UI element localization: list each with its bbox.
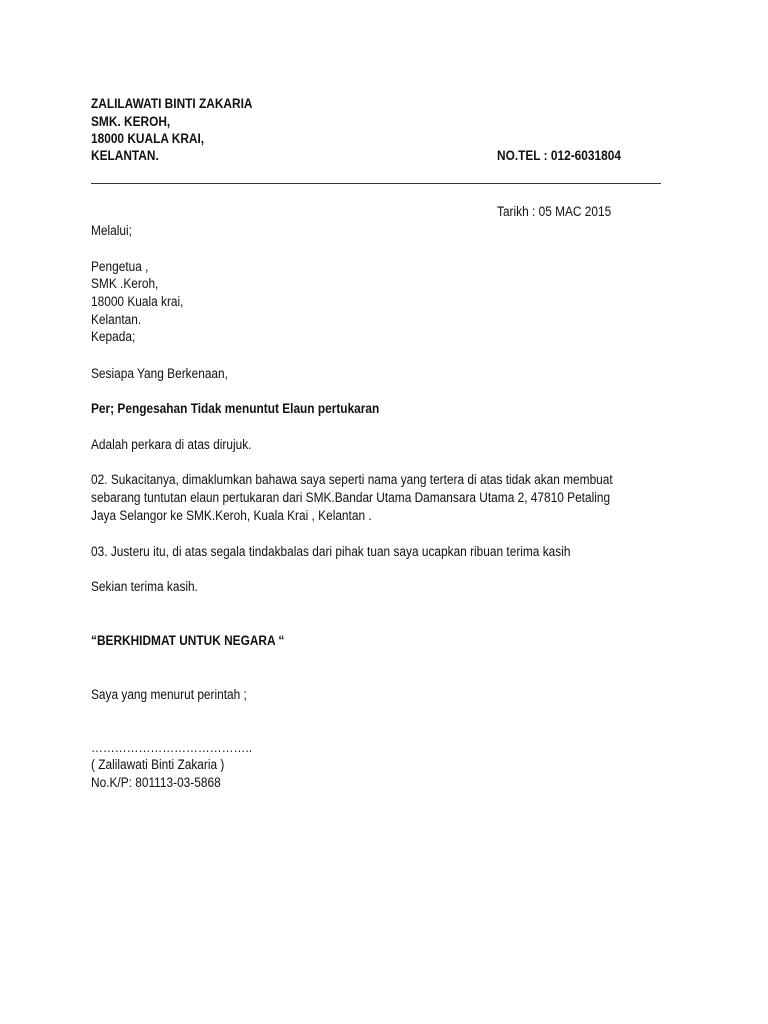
subject-line: Per; Pengesahan Tidak menuntut Elaun pertukaran xyxy=(91,401,380,416)
body-paragraph-3: 03. Justeru itu, di atas segala tindakbalas dari pihak tuan saya ucapkan ribuan terima kasih xyxy=(91,544,571,559)
sender-state: KELANTAN. xyxy=(91,148,159,163)
body-paragraph-1: Adalah perkara di atas dirujuk. xyxy=(91,437,252,452)
signatory-name: ( Zalilawati Binti Zakaria ) xyxy=(91,757,225,772)
signatory-ic-number: No.K/P: 801113-03-5868 xyxy=(91,775,221,790)
sign-off: Saya yang menurut perintah ; xyxy=(91,687,247,702)
sender-school: SMK. KEROH, xyxy=(91,114,171,129)
via-label: Melalui; xyxy=(91,223,132,238)
signature-dots: ………………………………….. xyxy=(91,740,253,755)
body-paragraph-2-line-1: 02. Sukacitanya, dimaklumkan bahawa saya seperti nama yang tertera di atas tidak akan membuat xyxy=(91,472,613,487)
body-paragraph-2-line-2: sebarang tuntutan elaun pertukaran dari SMK.Bandar Utama Damansara Utama 2, 47810 Petaling xyxy=(91,490,611,505)
salutation: Sesiapa Yang Berkenaan, xyxy=(91,366,228,381)
recipient-school: SMK .Keroh, xyxy=(91,276,159,291)
to-label: Kepada; xyxy=(91,329,136,344)
recipient-title: Pengetua , xyxy=(91,259,149,274)
body-paragraph-2-line-3: Jaya Selangor ke SMK.Keroh, Kuala Krai , Kelantan . xyxy=(91,508,372,523)
sender-phone: NO.TEL : 012-6031804 xyxy=(497,148,621,163)
header-divider xyxy=(91,183,661,184)
sender-name: ZALILAWATI BINTI ZAKARIA xyxy=(91,96,253,111)
motto: “BERKHIDMAT UNTUK NEGARA “ xyxy=(91,633,285,648)
sender-postcode-city: 18000 KUALA KRAI, xyxy=(91,131,205,146)
recipient-state: Kelantan. xyxy=(91,312,142,327)
recipient-postcode-city: 18000 Kuala krai, xyxy=(91,294,184,309)
closing-line: Sekian terima kasih. xyxy=(91,579,198,594)
letter-date: Tarikh : 05 MAC 2015 xyxy=(497,204,612,219)
